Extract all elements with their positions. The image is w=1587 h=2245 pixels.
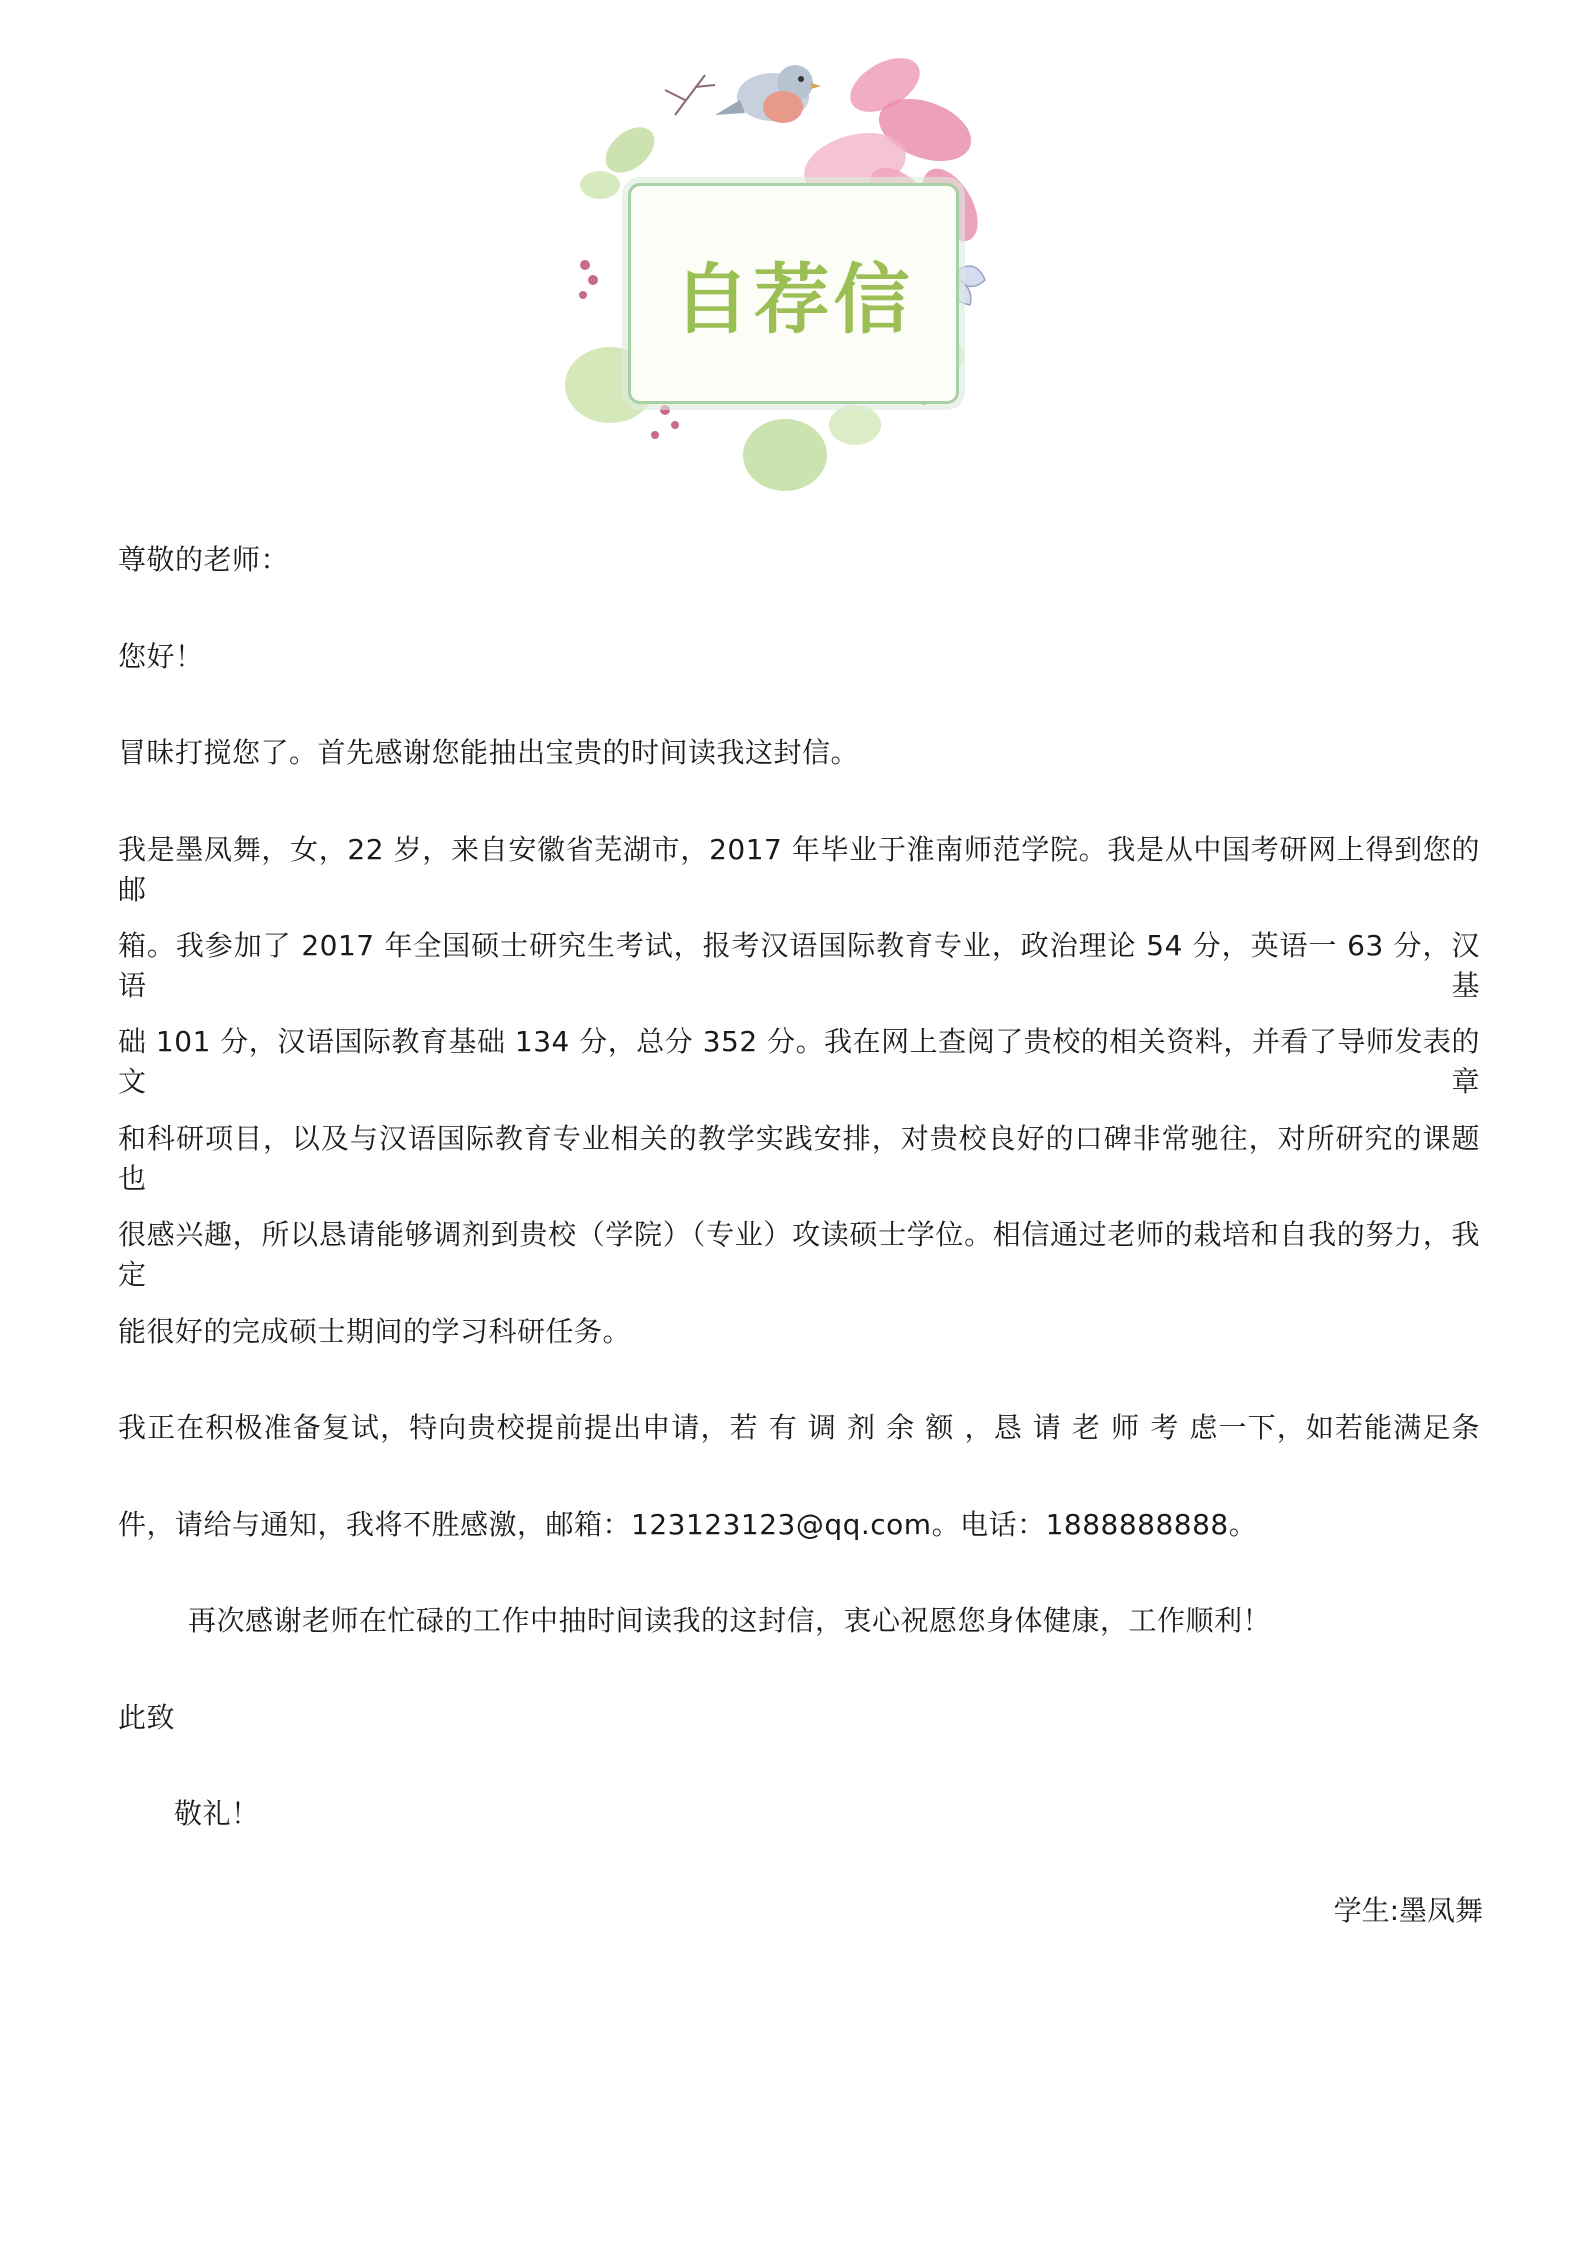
regards: 敬礼！ (174, 1797, 260, 1830)
paragraph-thanks: 再次感谢老师在忙碌的工作中抽时间读我的这封信，衷心祝愿您身体健康，工作顺利！ (188, 1604, 1272, 1637)
title-card (628, 183, 959, 404)
paragraph-line: 很感兴趣，所以恳请能够调剂到贵校（学院）（专业）攻读硕士学位。相信通过老师的栽培和自我的努力，我定 (118, 1218, 1480, 1291)
paragraph-line: 能很好的完成硕士期间的学习科研任务。 (118, 1315, 632, 1348)
paragraph-line: 我是墨凤舞，女，22 岁，来自安徽省芜湖市，2017 年毕业于淮南师范学院。我是从中国考研网上得到您的邮 (118, 833, 1480, 906)
paragraph-intro: 冒昧打搅您了。首先感谢您能抽出宝贵的时间读我这封信。 (118, 736, 860, 769)
paragraph-line: 件，请给与通知，我将不胜感激，邮箱：123123123@qq.com。电话：1888888888。 (118, 1508, 1258, 1541)
closing: 此致 (118, 1701, 176, 1734)
paragraph-line: 箱。我参加了 2017 年全国硕士研究生考试，报考汉语国际教育专业，政治理论 54 分，英语一 63 分，汉语基 (118, 929, 1480, 1002)
paragraph-line: 和科研项目，以及与汉语国际教育专业相关的教学实践安排，对贵校良好的口碑非常驰往，对所研究的课题也 (118, 1122, 1480, 1195)
page-title: 自荐信 (673, 255, 914, 344)
bird-illustration (715, 65, 821, 123)
paragraph-line: 础 101 分，汉语国际教育基础 134 分，总分 352 分。我在网上查阅了贵校的相关资料，并看了导师发表的文章 (118, 1025, 1480, 1098)
greeting: 您好！ (118, 640, 204, 673)
salutation: 尊敬的老师： (118, 543, 290, 576)
paragraph-line: 我正在积极准备复试，特向贵校提前提出申请，若 有 调 剂 余 额 ，恳 请 老 师 考 虑一下，如若能满足条 (118, 1411, 1480, 1444)
signature: 学生:墨凤舞 (1333, 1894, 1483, 1927)
